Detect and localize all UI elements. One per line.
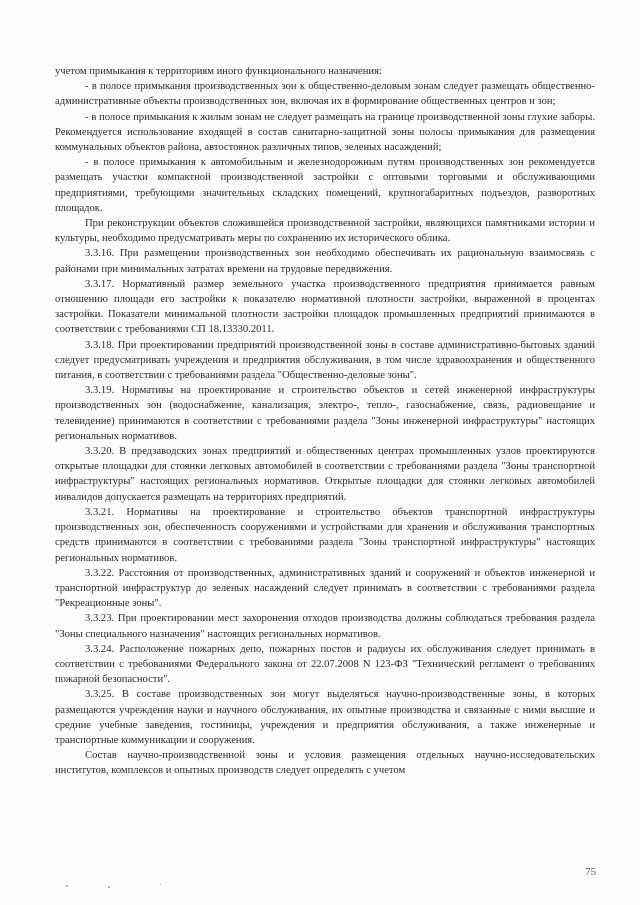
page-number: 75 — [585, 866, 596, 878]
paragraph-reconstruction: При реконструкции объектов сложившейся производственной застройки, являющихся памятниками истории и культуры, необходимо предусматривать меры по сохранению их исторического облика. — [55, 218, 595, 245]
document-body — [55, 64, 595, 779]
paragraph-3-3-21: 3.3.21. Нормативы на проектирование и строительство объектов транспортной инфраструктуры производственных зон, обеспеченность сооружениями и устройствами для хранения и обслуживания транспортных средств принимаются в соответствии с требованиями раздела "Зоны транспортной инфраструктуры" настоящих региональных нормативов. — [55, 506, 595, 564]
paragraph-business-zone-adjacency: - в полосе примыкания производственных зон к общественно-деловым зонам следует размещать общественно-административные объекты производственных зон, включая их в формирование общественных центров и зон; — [55, 81, 595, 108]
paragraph-3-3-17: 3.3.17. Нормативный размер земельного участка производственного предприятия принимается равным отношению площади его застройки к показателю нормативной плотности застройки, выраженной в процентах застройки. Показатели минимальной плотности застройки площадок промышленных предприятий принимаются в соответствии с требованиями СП 18.13330.2011. — [55, 278, 595, 336]
paragraph-continuation: учетом примыкания к территориям иного функционального назначения: — [55, 66, 382, 77]
paragraph-transport-adjacency: - в полосе примыкания к автомобильным и железнодорожным путям производственных зон рекомендуется размещать участки компактной производственной застройки с оптовыми торговыми и обслуживающими предприятиями, требующими значительных складских помещений, крупногабаритных подъездов, разворотных площадок. — [55, 157, 595, 214]
paragraph-science-zone: Состав научно-производственной зоны и условия размещения отдельных научно-исследовательских институтов, комплексов и опытных производств следует определять с учетом — [55, 750, 595, 777]
paragraph-3-3-22: 3.3.22. Расстояния от производственных, административных зданий и сооружений и объектов инженерной и транспортной инфраструктур до зеленых насаждений следует принимать в соответствии с требованиями раздела "Рекреационные зоны". — [55, 567, 595, 610]
paragraph-3-3-20: 3.3.20. В предзаводских зонах предприятий и общественных центрах промышленных узлов проектируются открытые площадки для стоянки легковых автомобилей в соответствии с требованиями раздела "Зоны транспортной инфраструктуры" настоящих региональных нормативов. Открытые площадки для стоянки легковых автомобилей инвалидов допускается размещать на территориях предприятий. — [55, 446, 595, 503]
paragraph-3-3-24: 3.3.24. Расположение пожарных депо, пожарных постов и радиусы их обслуживания следует принимать в соответствии с требованиями Федерального закона от 22.07.2008 N 123-ФЗ "Технический регламент о требованиях пожарной безопасности". — [55, 643, 595, 686]
scan-speck — [108, 886, 110, 888]
scan-speck — [66, 885, 68, 887]
paragraph-3-3-23: 3.3.23. При проектировании мест захоронения отходов производства должны соблюдаться требования раздела "Зоны специального назначения" настоящих региональных нормативов. — [55, 613, 595, 640]
scan-speck — [160, 884, 161, 885]
paragraph-residential-zone-adjacency: - в полосе примыкания к жилым зонам не следует размещать на границе производственной зоны глухие заборы. Рекомендуется использование входящей в состав санитарно-защитной зоны полосы примыкания для размещения коммунальных объектов района, автостоянок различных типов, зеленых насаждений; — [55, 111, 595, 154]
paragraph-3-3-16: 3.3.16. При размещении производственных зон необходимо обеспечивать их рациональную взаимосвязь с районами при минимальных затратах времени на трудовые передвижения. — [55, 248, 595, 275]
paragraph-3-3-25: 3.3.25. В составе производственных зон могут выделяться научно-производственные зоны, в которых размещаются учреждения науки и научного обслуживания, их опытные производства и связанные с ними высшие и средние учебные заведения, гостиницы, учреждения и предприятия обслуживания, а также инженерные и транспортные коммуникации и сооружения. — [55, 689, 595, 746]
paragraph-3-3-18: 3.3.18. При проектировании предприятий производственной зоны в составе административно-бытовых зданий следует предусматривать учреждения и предприятия обслуживания, в том числе здравоохранения и общественного питания, в соответствии с требованиями раздела "Общественно-деловые зоны". — [55, 339, 595, 382]
paragraph-3-3-19: 3.3.19. Нормативы на проектирование и строительство объектов и сетей инженерной инфраструктуры производственных зон (водоснабжение, канализация, электро-, тепло-, газоснабжение, связь, радиовещание и телевидение) принимаются в соответствии с требованиями раздела "Зоны инженерной инфраструктуры" настоящих региональных нормативов. — [55, 385, 595, 442]
